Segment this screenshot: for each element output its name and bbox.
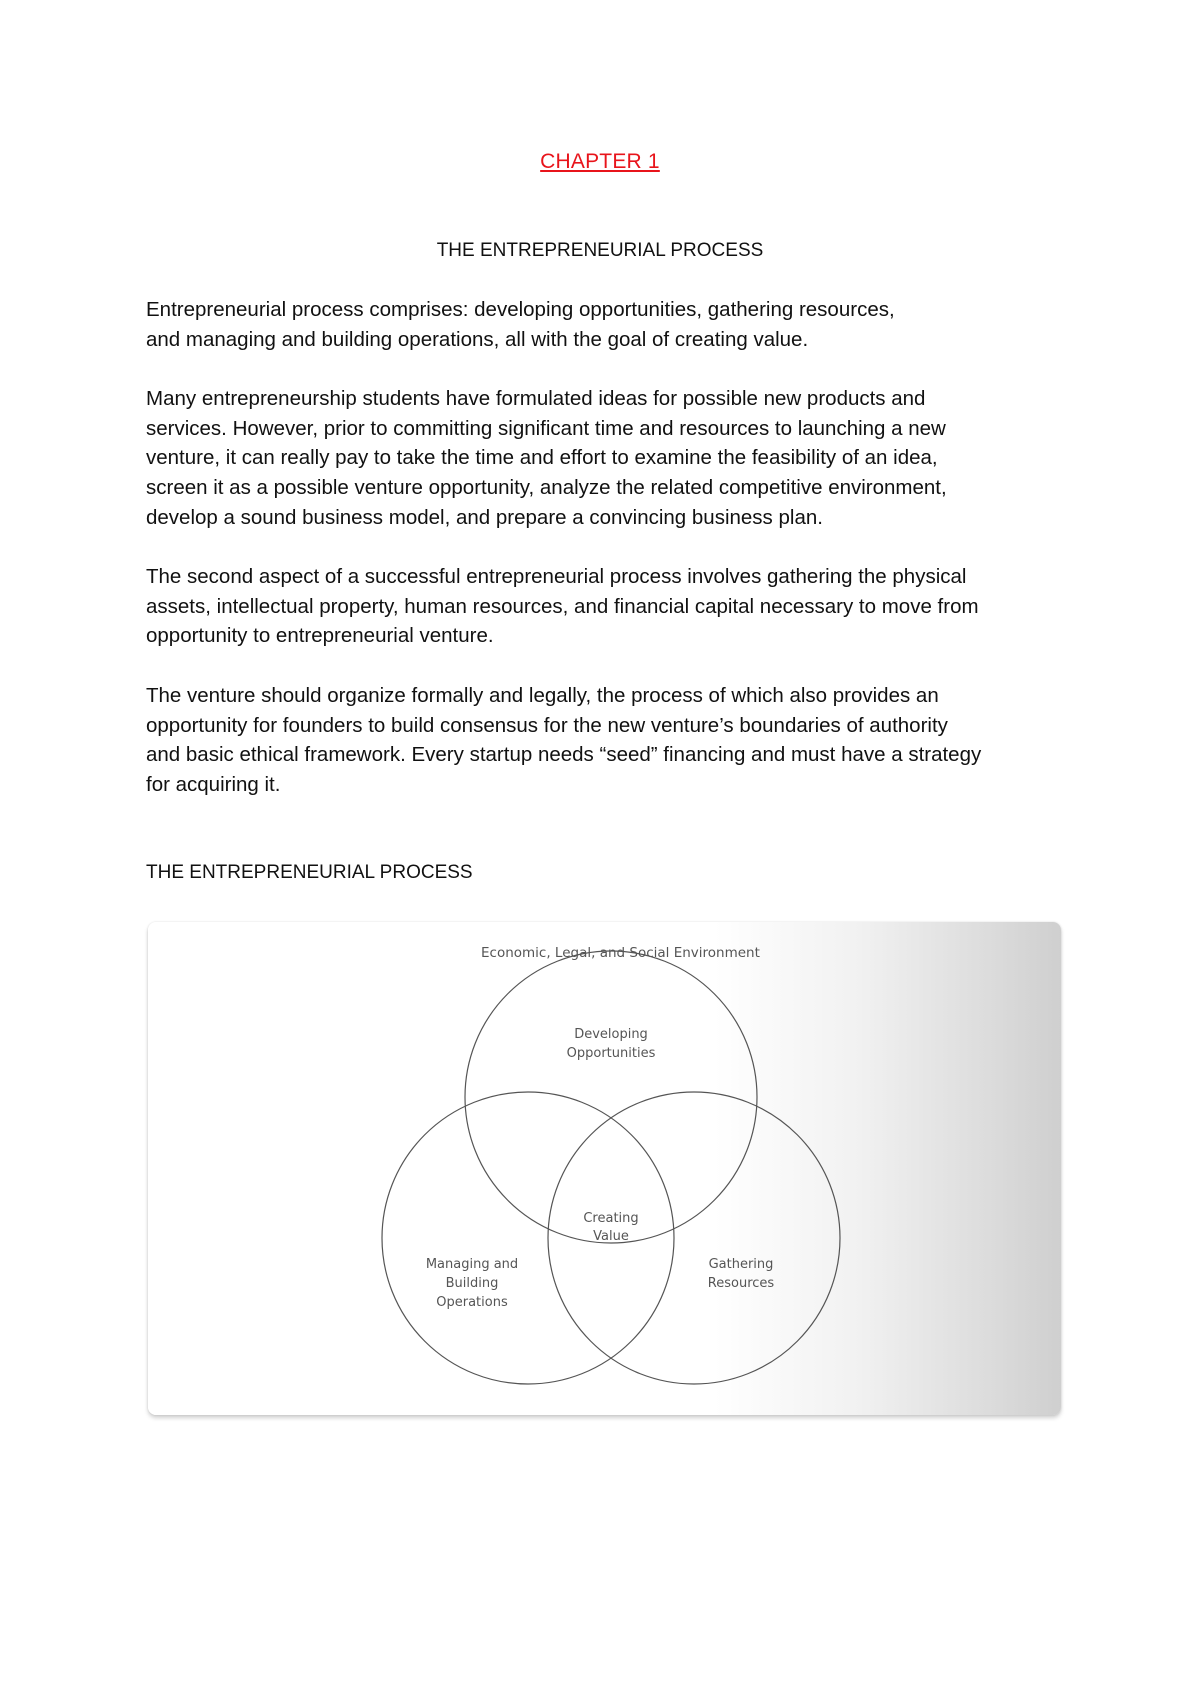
label-resources: Resources	[707, 1276, 775, 1291]
figure-title: THE ENTREPRENEURIAL PROCESS	[146, 862, 473, 883]
paragraph-2: Many entrepreneurship students have formulated ideas for possible new products and services. However, prior to committing significant time and resources to launching a new venture, it can really pay to take the time and effort to examine the feasibility of an idea, screen it as a possible venture opportunity, analyze the related competitive environment, develop a sound business model, and prepare a convincing business plan.	[146, 387, 947, 529]
chapter-heading: CHAPTER 1	[540, 150, 660, 173]
label-developing: Developing	[574, 1027, 648, 1042]
paragraph-1: Entrepreneurial process comprises: developing opportunities, gathering resources, and managing and building operations, all with the goal of creating value.	[146, 298, 895, 351]
label-creating: Creating	[583, 1211, 639, 1226]
label-value: Value	[593, 1229, 629, 1244]
paragraph-4: The venture should organize formally and legally, the process of which also provides an opportunity for founders to build consensus for the new venture’s boundaries of authority and basic ethical framework. Every startup needs “seed” financing and must have a strategy for acquiring it.	[146, 684, 982, 797]
label-managing-and: Managing and	[425, 1257, 519, 1272]
circle-developing-opportunities	[465, 951, 757, 1243]
circle-gathering-resources	[548, 1092, 840, 1384]
label-building: Building	[445, 1276, 499, 1291]
circle-managing-operations	[382, 1092, 674, 1384]
venn-diagram-figure	[148, 922, 1061, 1415]
label-opportunities: Opportunities	[566, 1046, 656, 1061]
label-gathering: Gathering	[708, 1257, 774, 1272]
label-operations: Operations	[436, 1295, 508, 1310]
paragraph-3: The second aspect of a successful entrepreneurial process involves gathering the physical assets, intellectual property, human resources, and financial capital necessary to move from opportunity to entrepreneurial venture.	[146, 565, 979, 648]
environment-label: Economic, Legal, and Social Environment	[481, 945, 760, 961]
section-title: THE ENTREPRENEURIAL PROCESS	[436, 240, 764, 261]
venn-diagram	[148, 922, 1061, 1415]
